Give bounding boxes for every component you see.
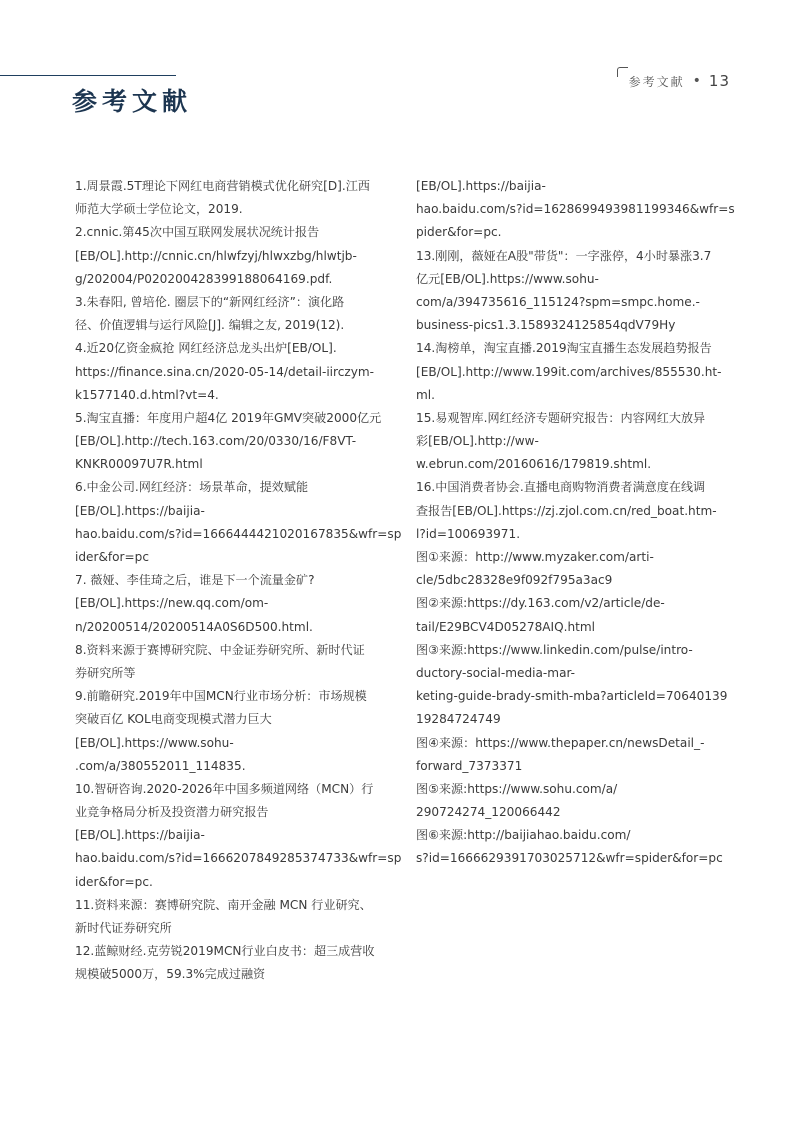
reference-line: [EB/OL].https://baijia- [75, 828, 205, 843]
reference-line: 1.周景霞.5T理论下网红电商营销模式优化研究[D].江西 [75, 179, 370, 193]
reference-line: l?id=100693971. [416, 526, 521, 541]
reference-line: .com/a/380552011_114835. [75, 758, 246, 773]
reference-line: 图④来源：https://www.thepaper.cn/newsDetail_- [416, 735, 705, 750]
reference-line: g/202004/P020200428399188064169.pdf. [75, 271, 333, 286]
reference-line: 10.智研咨询.2020-2026年中国多频道网络（MCN）行 [75, 781, 374, 796]
reference-line: 9.前瞻研究.2019年中国MCN行业市场分析：市场规模 [75, 689, 367, 704]
reference-line: w.ebrun.com/20160616/179819.shtml. [416, 457, 652, 472]
page-number: 13 [708, 72, 730, 90]
reference-line: ider&for=pc [75, 550, 149, 564]
reference-line: 5.淘宝直播：年度用户超4亿 2019年GMV突破2000亿元 [75, 410, 382, 425]
reference-line: ider&for=pc. [75, 874, 153, 889]
reference-line: 图⑥来源:http://baijiahao.baidu.com/ [416, 828, 631, 843]
references-right-column [416, 175, 735, 871]
reference-line: 4.近20亿资金疯抢 网红经济总龙头出炉[EB/OL]. [75, 341, 337, 356]
reference-line: 2.cnnic.第45次中国互联网发展状况统计报告 [75, 225, 320, 240]
page-title: 参考文献 [72, 87, 193, 116]
reference-line: [EB/OL].https://new.qq.com/om- [75, 596, 269, 611]
reference-line: cle/5dbc28328e9f092f795a3ac9 [416, 573, 613, 588]
reference-line: 16.中国消费者协会.直播电商购物消费者满意度在线调 [416, 480, 706, 495]
reference-line: 图⑤来源:https://www.sohu.com/a/ [416, 781, 618, 796]
reference-line: 图②来源:https://dy.163.com/v2/article/de- [416, 596, 665, 611]
reference-line: 3.朱春阳, 曾培伦. 圈层下的“新网红经济”：演化路 [75, 294, 345, 309]
reference-line: business-pics1.3.1589324125854qdV79Hy [416, 318, 676, 333]
reference-line: hao.baidu.com/s?id=1628699493981199346&wfr=s [416, 202, 735, 217]
running-head-label: 参考文献 [628, 74, 685, 89]
reference-line: 13.刚刚，薇娅在A股"带货"：一字涨停，4小时暴涨3.7 [416, 248, 712, 263]
reference-line: 12.蓝鲸财经.克劳锐2019MCN行业白皮书：超三成营收 [75, 944, 375, 959]
reference-line: 径、价值逻辑与运行风险[J]. 编辑之友, 2019(12). [75, 318, 345, 333]
reference-line: 突破百亿 KOL电商变现模式潜力巨大 [75, 712, 272, 727]
reference-line: [EB/OL].http://cnnic.cn/hlwfzyj/hlwxzbg/hlwtjb- [75, 248, 357, 263]
reference-line: forward_7373371 [416, 758, 523, 773]
reference-line: ml. [416, 387, 435, 402]
reference-line: ductory-social-media-mar- [416, 665, 576, 680]
bullet-separator: • [692, 73, 703, 89]
reference-line: 彩[EB/OL].http://ww- [416, 434, 539, 449]
reference-line: [EB/OL].https://www.sohu- [75, 735, 234, 750]
reference-line: 11.资料来源：赛博研究院、南开金融 MCN 行业研究、 [75, 897, 372, 912]
reference-line: 图①来源：http://www.myzaker.com/arti- [416, 550, 654, 564]
reference-line: k1577140.d.html?vt=4. [75, 387, 219, 402]
reference-line: 券研究所等 [75, 665, 136, 680]
reference-line: 14.淘榜单，淘宝直播.2019淘宝直播生态发展趋势报告 [416, 341, 712, 356]
reference-line: 8.资料来源于赛博研究院、中金证券研究所、新时代证 [75, 642, 365, 657]
reference-line: 19284724749 [416, 712, 501, 727]
reference-line: com/a/394735616_115124?spm=smpc.home.- [416, 294, 700, 309]
reference-line: 15.易观智库.网红经济专题研究报告：内容网红大放异 [416, 410, 706, 425]
reference-line: 7. 薇娅、李佳琦之后，谁是下一个流量金矿? [75, 573, 315, 588]
reference-line: hao.baidu.com/s?id=1666444421020167835&wfr=sp [75, 526, 402, 541]
reference-line: n/20200514/20200514A0S6D500.html. [75, 619, 313, 634]
reference-line: pider&for=pc. [416, 225, 502, 240]
reference-line: [EB/OL].https://baijia- [75, 503, 205, 518]
reference-line: 查报告[EB/OL].https://zj.zjol.com.cn/red_boat.htm- [416, 503, 717, 518]
reference-line: 图③来源:https://www.linkedin.com/pulse/intro- [416, 642, 693, 657]
reference-line: hao.baidu.com/s?id=1666207849285374733&wfr=sp [75, 851, 402, 866]
reference-line: s?id=1666629391703025712&wfr=spider&for=pc [416, 851, 723, 866]
reference-line: 新时代证券研究所 [75, 921, 172, 935]
reference-line: tail/E29BCV4D05278AIQ.html [416, 619, 596, 634]
reference-line: 规模破5000万，59.3%完成过融资 [75, 967, 266, 982]
reference-line: KNKR00097U7R.html [75, 457, 203, 472]
reference-line: 6.中金公司.网红经济：场景革命，提效赋能 [75, 480, 309, 495]
reference-line: 亿元[EB/OL].https://www.sohu- [416, 271, 599, 286]
reference-line: keting-guide-brady-smith-mba?articleId=70640139 [416, 689, 728, 704]
header-rule [0, 75, 176, 76]
reference-line: [EB/OL].https://baijia- [416, 179, 546, 193]
reference-line: 290724274_120066442 [416, 805, 561, 820]
reference-line: [EB/OL].http://tech.163.com/20/0330/16/F8VT- [75, 434, 357, 449]
reference-line: https://finance.sina.cn/2020-05-14/detail-iirczym- [75, 364, 375, 379]
references-left-column [75, 175, 402, 987]
reference-line: 师范大学硕士学位论文，2019. [75, 202, 243, 217]
corner-bracket-icon [617, 67, 628, 77]
running-head [629, 70, 730, 92]
reference-line: [EB/OL].http://www.199it.com/archives/855530.ht- [416, 364, 722, 379]
reference-line: 业竞争格局分析及投资潜力研究报告 [75, 805, 269, 820]
